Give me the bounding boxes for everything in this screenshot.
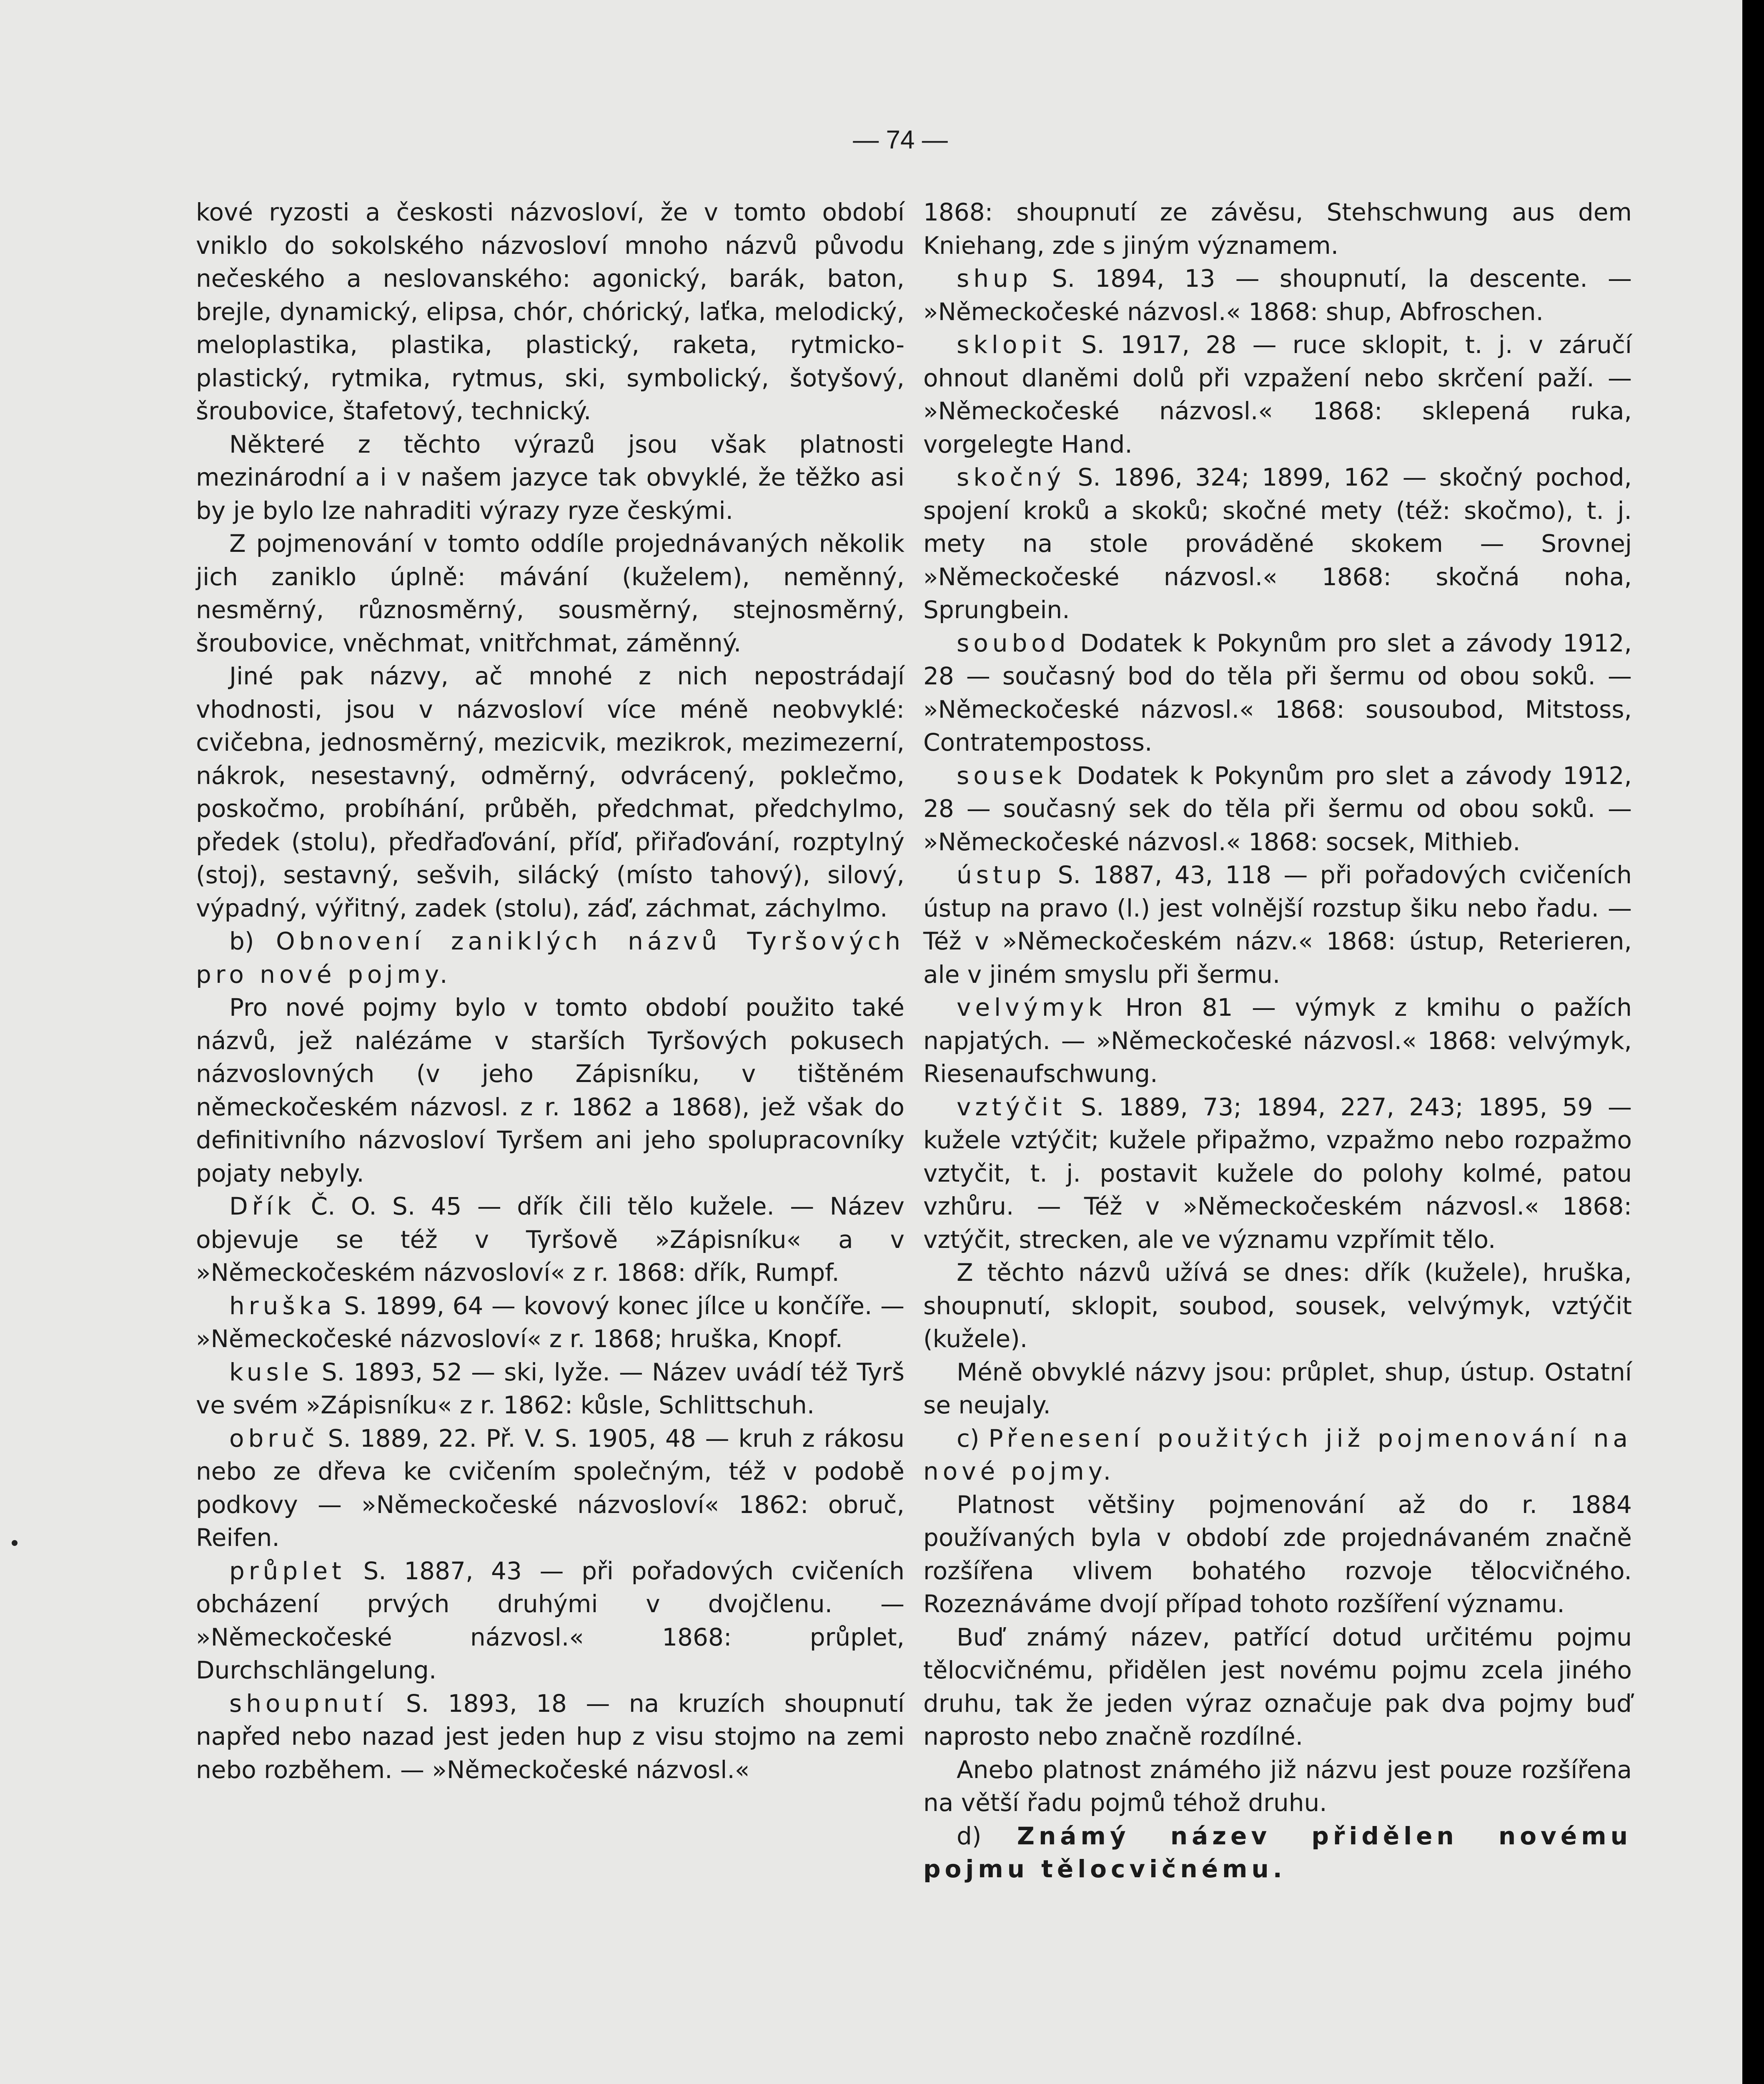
section-heading [923,1422,1632,1488]
glossary-definition: Dodatek k Pokynům pro slet a závody 1912, 28 — současný sek do těla při šermu od obou soků. — »Německočeské názvosl.« 1868: socsek, Mithieb. [923,761,1632,856]
glossary-term: velvýmyk [957,993,1107,1022]
paragraph: Buď známý název, patřící dotud určitému pojmu tělocvičnému, přidělen jest novému pojmu zcela jiného druhu, tak že jeden výraz označuje pak dva pojmy buď naprosto nebo značně rozdílné. [923,1623,1632,1751]
glossary-term: ústup [957,861,1046,889]
glossary-entry [923,262,1632,328]
glossary-term: sklopit [957,331,1066,359]
margin-dot-mark [12,1540,18,1546]
section-heading-letter: d) [957,1821,1017,1850]
glossary-term: Dřík [229,1192,296,1220]
paragraph-continuation: kové ryzosti a českosti názvosloví, že v tomto období vniklo do sokolského názvosloví mnoho názvů původu nečeského a neslovanského: agonický, barák, baton, brejle, dynamický, elipsa, chór, chórický, laťka, melodický, meloplastika, plastika, plastický, raketa, rytmicko-plastický, rytmika, rytmus, ski, symbolický, šotyšový, šroubovice, štafetový, technický. [196,198,905,425]
section-heading-text: Přenesení použitých již pojmenování na nové pojmy. [923,1424,1632,1485]
section-heading-letter: c) [957,1424,989,1453]
glossary-term: vztýčit [957,1092,1066,1121]
glossary-term: kusle [229,1358,313,1386]
glossary-term: obruč [229,1424,319,1453]
right-column [923,196,1632,1886]
glossary-term: skočný [957,463,1065,491]
paragraph: Anebo platnost známého již názvu jest pouze rozšířena na větší řadu pojmů téhož druhu. [923,1755,1632,1817]
glossary-definition: S. 1917, 28 — ruce sklopit, t. j. v záručí ohnout dlaněmi dolů při vzpažení nebo skrčení paží. — »Německočeské názvosl.« 1868: sklepená ruka, vorgelegte Hand. [923,331,1632,458]
section-heading-text: Obnovení zaniklých názvů Tyršových pro nové pojmy. [196,927,905,989]
glossary-term: shup [957,264,1032,293]
glossary-definition: S. 1893, 52 — ski, lyže. — Název uvádí též Tyrš ve svém »Zápisníku« z r. 1862: kůsle, Schlittschuh. [196,1358,905,1419]
glossary-entry [196,1190,905,1290]
paragraph: Pro nové pojmy bylo v tomto období použito také názvů, jež nalézáme v starších Tyršových pokusech názvoslovných (v jeho Zápisníku, v tištěném německočeském názvosl. z r. 1862 a 1868), jež však do definitivního názvosloví Tyršem ani jeho spolupracovníky pojaty nebyly. [196,993,905,1187]
section-heading-letter: b) [229,927,276,955]
glossary-entry [923,1091,1632,1257]
glossary-entry [196,1422,905,1555]
glossary-definition: Č. O. S. 45 — dřík čili tělo kužele. — Název objevuje se též v Tyršově »Zápisníku« a v »Německočeském názvosloví« z r. 1868: dřík, Rumpf. [196,1192,905,1287]
glossary-entry [923,328,1632,461]
paragraph-continuation: 1868: shoupnutí ze závěsu, Stehschwung aus dem Kniehang, zde s jiným významem. [923,198,1632,260]
glossary-term: průplet [229,1556,346,1585]
glossary-term: sousek [957,761,1066,790]
glossary-definition: S. 1887, 43 — při pořadových cvičeních obcházení prvých druhými v dvojčlenu. — »Německočeské názvosl.« 1868: průplet, Durchschlängelung. [196,1556,905,1684]
paragraph: Platnost většiny pojmenování až do r. 1884 používaných byla v období zde projednávaném značně rozšířena vlivem bohatého rozvoje tělocvičného. Rozeznáváme dvojí případ tohoto rozšíření významu. [923,1490,1632,1618]
glossary-entry [923,859,1632,991]
glossary-definition: S. 1899, 64 — kovový konec jílce u končíře. — »Německočeské názvosloví« z r. 1868; hruška, Knopf. [196,1291,905,1353]
paragraph: Méně obvyklé názvy jsou: průplet, shup, ústup. Ostatní se neujaly. [923,1358,1632,1419]
left-column [196,196,905,1786]
glossary-entry [923,991,1632,1091]
glossary-definition: S. 1887, 43, 118 — při pořadových cvičeních ústup na pravo (l.) jest volnější rozstup šiku nebo řadu. — Též v »Německočeském názv.« 1868: ústup, Reterieren, ale v jiném smyslu při šermu. [923,861,1632,989]
glossary-definition: S. 1889, 73; 1894, 227, 243; 1895, 59 — kužele vztýčit; kužele připažmo, vzpažmo nebo rozpažmo vztyčit, t. j. postavit kužele do polohy kolmé, patou vzhůru. — Též v »Německočeském názvosl.« 1868: vztýčit, strecken, ale ve významu vzpřímit tělo. [923,1092,1632,1254]
glossary-entry [196,1555,905,1687]
glossary-entry [923,759,1632,859]
glossary-entry [923,627,1632,759]
paragraph: Jiné pak názvy, ač mnohé z nich nepostrádají vhodnosti, jsou v názvosloví více méně neobvyklé: cvičebna, jednosměrný, mezicvik, mezikrok, mezimezerní, nákrok, nesestavný, odměrný, odvrácený, poklečmo, poskočmo, probíhání, průběh, předchmat, předchylmo, předek (stolu), předřaďování, příď, přiřaďování, rozptylný (stoj), sestavný, sešvih, silácký (místo tahový), silový, výpadný, výřitný, zadek (stolu), záď, záchmat, záchylmo. [196,662,905,922]
glossary-entry [196,1687,905,1787]
glossary-definition: S. 1889, 22. Př. V. S. 1905, 48 — kruh z rákosu nebo ze dřeva ke cvičením společným, též v podobě podkovy — »Německočeské názvosloví« 1862: obruč, Reifen. [196,1424,905,1552]
glossary-term: shoupnutí [229,1689,387,1718]
glossary-entry [196,1290,905,1356]
page-number: — 74 — [853,125,948,154]
section-heading-text: Známý název přidělen novému pojmu tělocvičnému. [923,1821,1632,1883]
glossary-entry [923,461,1632,627]
section-heading [923,1820,1632,1886]
glossary-definition: Dodatek k Pokynům pro slet a závody 1912, 28 — současný bod do těla při šermu od obou soků. — »Německočeské názvosl.« 1868: sousoubod, Mitstoss, Contratempostoss. [923,629,1632,756]
section-heading [196,925,905,991]
glossary-term: soubod [957,629,1070,657]
paragraph: Z těchto názvů užívá se dnes: dřík (kužele), hruška, shoupnutí, sklopit, soubod, sousek, velvýmyk, vztýčit (kužele). [923,1258,1632,1353]
paragraph: Některé z těchto výrazů jsou však platnosti mezinárodní a i v našem jazyce tak obvyklé, že těžko asi by je bylo lze nahraditi výrazy ryze českými. [196,430,905,525]
glossary-definition: Hron 81 — výmyk z kmihu o pažích napjatých. — »Německočeské názvosl.« 1868: velvýmyk, Riesenaufschwung. [923,993,1632,1088]
glossary-definition: S. 1893, 18 — na kruzích shoupnutí napřed nebo nazad jest jeden hup z visu stojmo na zemi nebo rozběhem. — »Německočeské názvosl.« [196,1689,905,1784]
glossary-entry [196,1356,905,1422]
glossary-definition: S. 1894, 13 — shoupnutí, la descente. — »Německočeské názvosl.« 1868: shup, Abfroschen. [923,264,1632,326]
paragraph: Z pojmenování v tomto oddíle projednávaných několik jich zaniklo úplně: mávání (kuželem), neměnný, nesměrný, různosměrný, sousměrný, stejnosměrný, šroubovice, vněchmat, vnitřchmat, záměnný. [196,529,905,657]
glossary-term: hruška [229,1291,336,1320]
glossary-definition: S. 1896, 324; 1899, 162 — skočný pochod, spojení kroků a skoků; skočné mety (též: skočmo), t. j. mety na stole prováděné skokem — Srovnej »Německočeské názvosl.« 1868: skočná noha, Sprungbein. [923,463,1632,624]
